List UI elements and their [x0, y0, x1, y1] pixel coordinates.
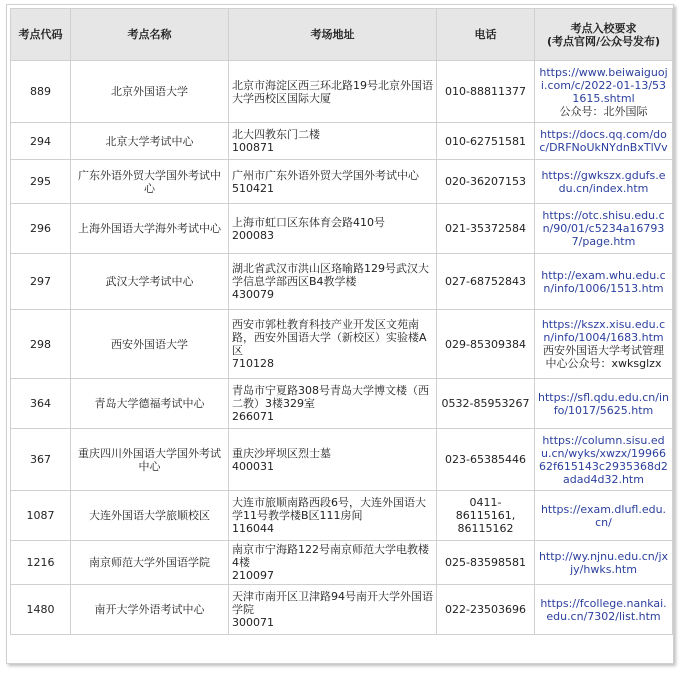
address-line: 510421 [232, 181, 274, 195]
cell-requirements [535, 254, 673, 310]
address-line: 北大四教东门二楼 [232, 128, 320, 141]
requirements-link[interactable]: https://gwkszx.gdufs.edu.cn/index.htm [541, 168, 666, 195]
table-row [11, 541, 673, 585]
address-line: 200083 [232, 228, 274, 242]
cell-name: 大连外国语大学旅顺校区 [71, 491, 229, 541]
cell-phone: 010-62751581 [437, 123, 535, 160]
address-line: 266071 [232, 410, 274, 423]
header-phone: 电话 [437, 9, 535, 61]
cell-code: 367 [11, 429, 71, 491]
cell-code: 364 [11, 379, 71, 429]
header-requirements-line1: 考点入校要求 [570, 21, 637, 35]
address-line: 上海市虹口区东体育会路410号 [232, 215, 385, 229]
address-line: 大连市旅顺南路西段6号，大连外国语大学11号教学楼B区111房间 [232, 496, 426, 522]
table-frame [6, 4, 674, 664]
cell-phone: 020-36207153 [437, 160, 535, 204]
address-line: 南京市宁海路122号南京师范大学电教楼4楼 [232, 543, 429, 569]
cell-name: 北京外国语大学 [71, 61, 229, 123]
address-line: 710128 [232, 357, 274, 370]
address-line: 400031 [232, 459, 274, 473]
address-line: 湖北省武汉市洪山区珞喻路129号武汉大学信息学部西区B4教学楼 [232, 262, 429, 288]
cell-requirements [535, 123, 673, 160]
requirements-link[interactable]: https://fcollege.nankai.edu.cn/7302/list.htm [540, 596, 667, 623]
requirements-link[interactable]: https://www.beiwaiguoji.com/c/2022-01-13/531615.shtml [539, 65, 668, 105]
address-line: 青岛市宁夏路308号青岛大学博文楼（西二教）3楼329室 [232, 384, 429, 410]
requirements-link[interactable]: https://sfl.qdu.edu.cn/info/1017/5625.htm [538, 390, 669, 417]
address-line: 116044 [232, 522, 274, 535]
cell-address [229, 160, 437, 204]
cell-code: 296 [11, 204, 71, 254]
requirements-link[interactable]: https://exam.dlufl.edu.cn/ [540, 502, 667, 529]
table-row [11, 585, 673, 635]
cell-address [229, 204, 437, 254]
table-header-row [11, 9, 673, 61]
cell-code: 889 [11, 61, 71, 123]
address-line: 西安市郭杜教育科技产业开发区文苑南路，西安外国语大学（新校区）实验楼A区 [232, 318, 427, 357]
header-requirements [535, 9, 673, 61]
table-row [11, 310, 673, 379]
cell-phone: 025-83598581 [437, 541, 535, 585]
table-row [11, 123, 673, 160]
cell-address [229, 585, 437, 635]
address-line: 北京市海淀区西三环北路19号北京外国语大学西校区国际大厦 [232, 78, 433, 105]
cell-name: 北京大学考试中心 [71, 123, 229, 160]
cell-phone: 010-88811377 [437, 61, 535, 123]
address-line: 天津市南开区卫津路94号南开大学外国语学院 [232, 590, 433, 616]
cell-requirements [535, 585, 673, 635]
cell-code: 1087 [11, 491, 71, 541]
cell-name: 南开大学外语考试中心 [71, 585, 229, 635]
cell-requirements [535, 491, 673, 541]
cell-phone: 027-68752843 [437, 254, 535, 310]
cell-requirements [535, 429, 673, 491]
cell-address [229, 310, 437, 379]
cell-name: 重庆四川外国语大学国外考试中心 [71, 429, 229, 491]
cell-requirements [535, 541, 673, 585]
cell-code: 294 [11, 123, 71, 160]
cell-code: 297 [11, 254, 71, 310]
table-row [11, 254, 673, 310]
requirements-link[interactable]: https://otc.shisu.edu.cn/90/01/c5234a167937/page.htm [542, 209, 665, 248]
requirements-note: 西安外国语大学考试管理中心公众号：xwksglzx [543, 344, 664, 370]
requirements-link[interactable]: http://exam.whu.edu.cn/info/1006/1513.htm [541, 268, 666, 295]
address-line: 430079 [232, 288, 274, 301]
cell-address [229, 491, 437, 541]
cell-name: 南京师范大学外国语学院 [71, 541, 229, 585]
cell-address [229, 254, 437, 310]
requirements-note: 公众号：北外国际 [559, 104, 648, 118]
cell-requirements [535, 310, 673, 379]
table-row [11, 160, 673, 204]
address-line: 广州市广东外语外贸大学国外考试中心 [232, 168, 419, 182]
cell-requirements [535, 379, 673, 429]
cell-code: 1480 [11, 585, 71, 635]
header-address: 考场地址 [229, 9, 437, 61]
cell-requirements [535, 160, 673, 204]
cell-phone: 023-65385446 [437, 429, 535, 491]
requirements-link[interactable]: https://column.sisu.edu.cn/wyks/xwzx/1996662f615143c2935368d2adad4d32.htm [539, 433, 668, 486]
cell-requirements [535, 204, 673, 254]
cell-code: 1216 [11, 541, 71, 585]
cell-address [229, 61, 437, 123]
cell-name: 上海外国语大学海外考试中心 [71, 204, 229, 254]
requirements-link[interactable]: https://docs.qq.com/doc/DRFNoUkNYdnBxTlVv [539, 128, 668, 154]
cell-phone: 0411-86115161, 86115162 [437, 491, 535, 541]
requirements-link[interactable]: http://wy.njnu.edu.cn/jxjy/hwks.htm [538, 549, 669, 576]
address-line: 300071 [232, 616, 274, 629]
cell-code: 298 [11, 310, 71, 379]
cell-name: 广东外语外贸大学国外考试中心 [71, 160, 229, 204]
cell-address [229, 379, 437, 429]
address-line: 210097 [232, 569, 274, 582]
cell-address [229, 429, 437, 491]
header-code: 考点代码 [11, 9, 71, 61]
cell-name: 武汉大学考试中心 [71, 254, 229, 310]
cell-code: 295 [11, 160, 71, 204]
table-row [11, 429, 673, 491]
cell-requirements [535, 61, 673, 123]
requirements-link[interactable]: https://kszx.xisu.edu.cn/info/1004/1683.htm [541, 318, 666, 344]
cell-address [229, 123, 437, 160]
table-row [11, 61, 673, 123]
address-line: 100871 [232, 141, 274, 154]
cell-name: 青岛大学德福考试中心 [71, 379, 229, 429]
cell-phone: 029-85309384 [437, 310, 535, 379]
cell-name: 西安外国语大学 [71, 310, 229, 379]
table-row [11, 204, 673, 254]
cell-phone: 021-35372584 [437, 204, 535, 254]
cell-address [229, 541, 437, 585]
address-line: 重庆沙坪坝区烈士墓 [232, 446, 331, 460]
table-row [11, 491, 673, 541]
cell-phone: 0532-85953267 [437, 379, 535, 429]
header-requirements-line2: (考点官网/公众号发布) [546, 34, 661, 48]
cell-phone: 022-23503696 [437, 585, 535, 635]
table-row [11, 379, 673, 429]
exam-center-table [10, 8, 673, 635]
table-body [11, 61, 673, 635]
header-name: 考点名称 [71, 9, 229, 61]
